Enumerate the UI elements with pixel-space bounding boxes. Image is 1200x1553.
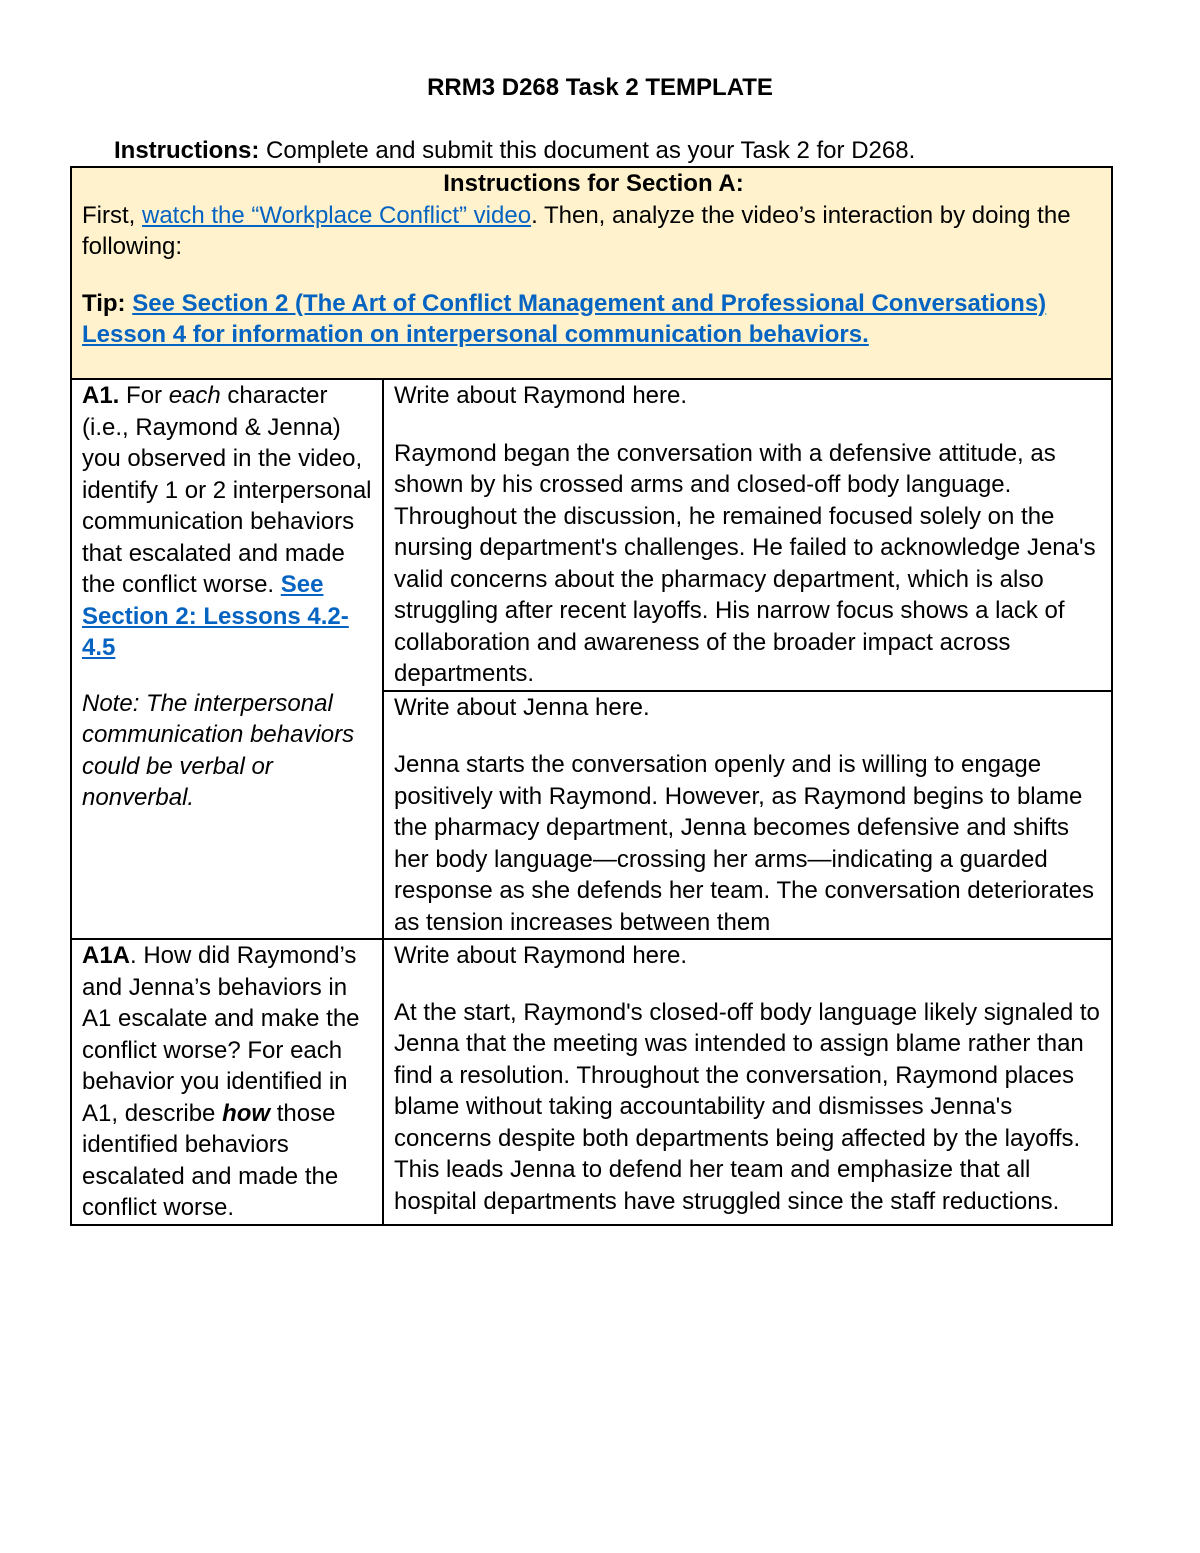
a1a-question-cell: [71, 939, 383, 1225]
a1-prompt-text: For: [119, 382, 169, 409]
intro-prefix: First,: [82, 201, 142, 229]
a1-raymond-answer-cell[interactable]: [383, 379, 1112, 691]
instructions-text: Complete and submit this document as your Task 2 for D268.: [259, 137, 916, 164]
section-a-header-row: [71, 167, 1112, 379]
a1-label: A1.: [82, 382, 120, 409]
task-table: [70, 166, 1113, 1226]
a1-jenna-answer-cell[interactable]: [383, 691, 1112, 940]
tip-label: Tip:: [82, 289, 126, 317]
a1-note: Note: The interpersonal communication behaviors could be verbal or nonverbal.: [82, 689, 355, 811]
a1-jenna-answer: Jenna starts the conversation openly and is willing to engage positively with Raymond. However, as Raymond begins to blame the pharmacy department, Jenna becomes defensive and shifts her body language—crossing her arms—indicating a guarded response as she defends her team. The conversation deteriorates as tension increases between them: [393, 751, 1094, 936]
a1-prompt: [82, 380, 376, 664]
section-a-tip: [82, 288, 1105, 351]
a1-jenna-prompt: Write about Jenna here.: [393, 693, 650, 721]
workplace-conflict-video-link[interactable]: watch the “Workplace Conflict” video: [142, 201, 532, 229]
a1a-raymond-answer: At the start, Raymond's closed-off body language likely signaled to Jenna that the meeting was intended to assign blame rather than find a resolution. Throughout the conversation, Raymond places blame without taking accountability and dismisses Jenna's concerns despite both departments being affected by the layoffs. This leads Jenna to defend her team and emphasize that all hospital departments have struggled since the staff reductions.: [393, 998, 1100, 1215]
document-title: RRM3 D268 Task 2 TEMPLATE: [427, 74, 773, 101]
a1a-prompt-text-2: those identified behaviors escalated and made the conflict worse.: [82, 1099, 339, 1221]
section-2-lesson-4-link[interactable]: See Section 2 (The Art of Conflict Management and Professional Conversations) Lesson 4 for information on interpersonal communication behaviors.: [82, 289, 1047, 348]
a1a-raymond-answer-cell[interactable]: [383, 939, 1112, 1225]
intro-suffix: . Then, analyze the video’s interaction by doing the following:: [82, 201, 1071, 260]
a1a-prompt-text: . How did Raymond’s and Jenna’s behaviors in A1 escalate and make the conflict worse? For each behavior you identified in A1, describe: [82, 942, 360, 1127]
section-a-heading: Instructions for Section A:: [443, 170, 744, 197]
a1a-prompt: [82, 940, 376, 1224]
document-instructions: [114, 136, 915, 166]
a1-prompt-text-2: character (i.e., Raymond & Jenna) you observed in the video, identify 1 or 2 interpersonal communication behaviors that escalated and made the conflict worse.: [82, 382, 372, 598]
a1a-raymond-prompt: Write about Raymond here.: [393, 942, 688, 969]
a1a-row: [71, 939, 1112, 1225]
section-2-lessons-link[interactable]: See Section 2: Lessons 4.2-4.5: [82, 571, 349, 661]
a1-prompt-each: each: [168, 382, 221, 409]
a1a-prompt-how: how: [222, 1099, 271, 1127]
a1-question-cell: [71, 379, 383, 939]
instructions-label: Instructions:: [114, 137, 260, 164]
section-a-instructions-cell: [71, 167, 1112, 379]
section-a-intro: [82, 200, 1105, 263]
a1-raymond-row: [71, 379, 1112, 691]
a1a-label: A1A: [82, 942, 131, 969]
a1-raymond-answer: Raymond began the conversation with a defensive attitude, as shown by his crossed arms and closed-off body language. Throughout the discussion, he remained focused solely on the nursing department's challenges. He failed to acknowledge Jena's valid concerns about the pharmacy department, which is also struggling after recent layoffs. His narrow focus shows a lack of collaboration and awareness of the broader impact across departments.: [393, 439, 1096, 687]
a1-raymond-prompt: Write about Raymond here.: [393, 382, 688, 409]
